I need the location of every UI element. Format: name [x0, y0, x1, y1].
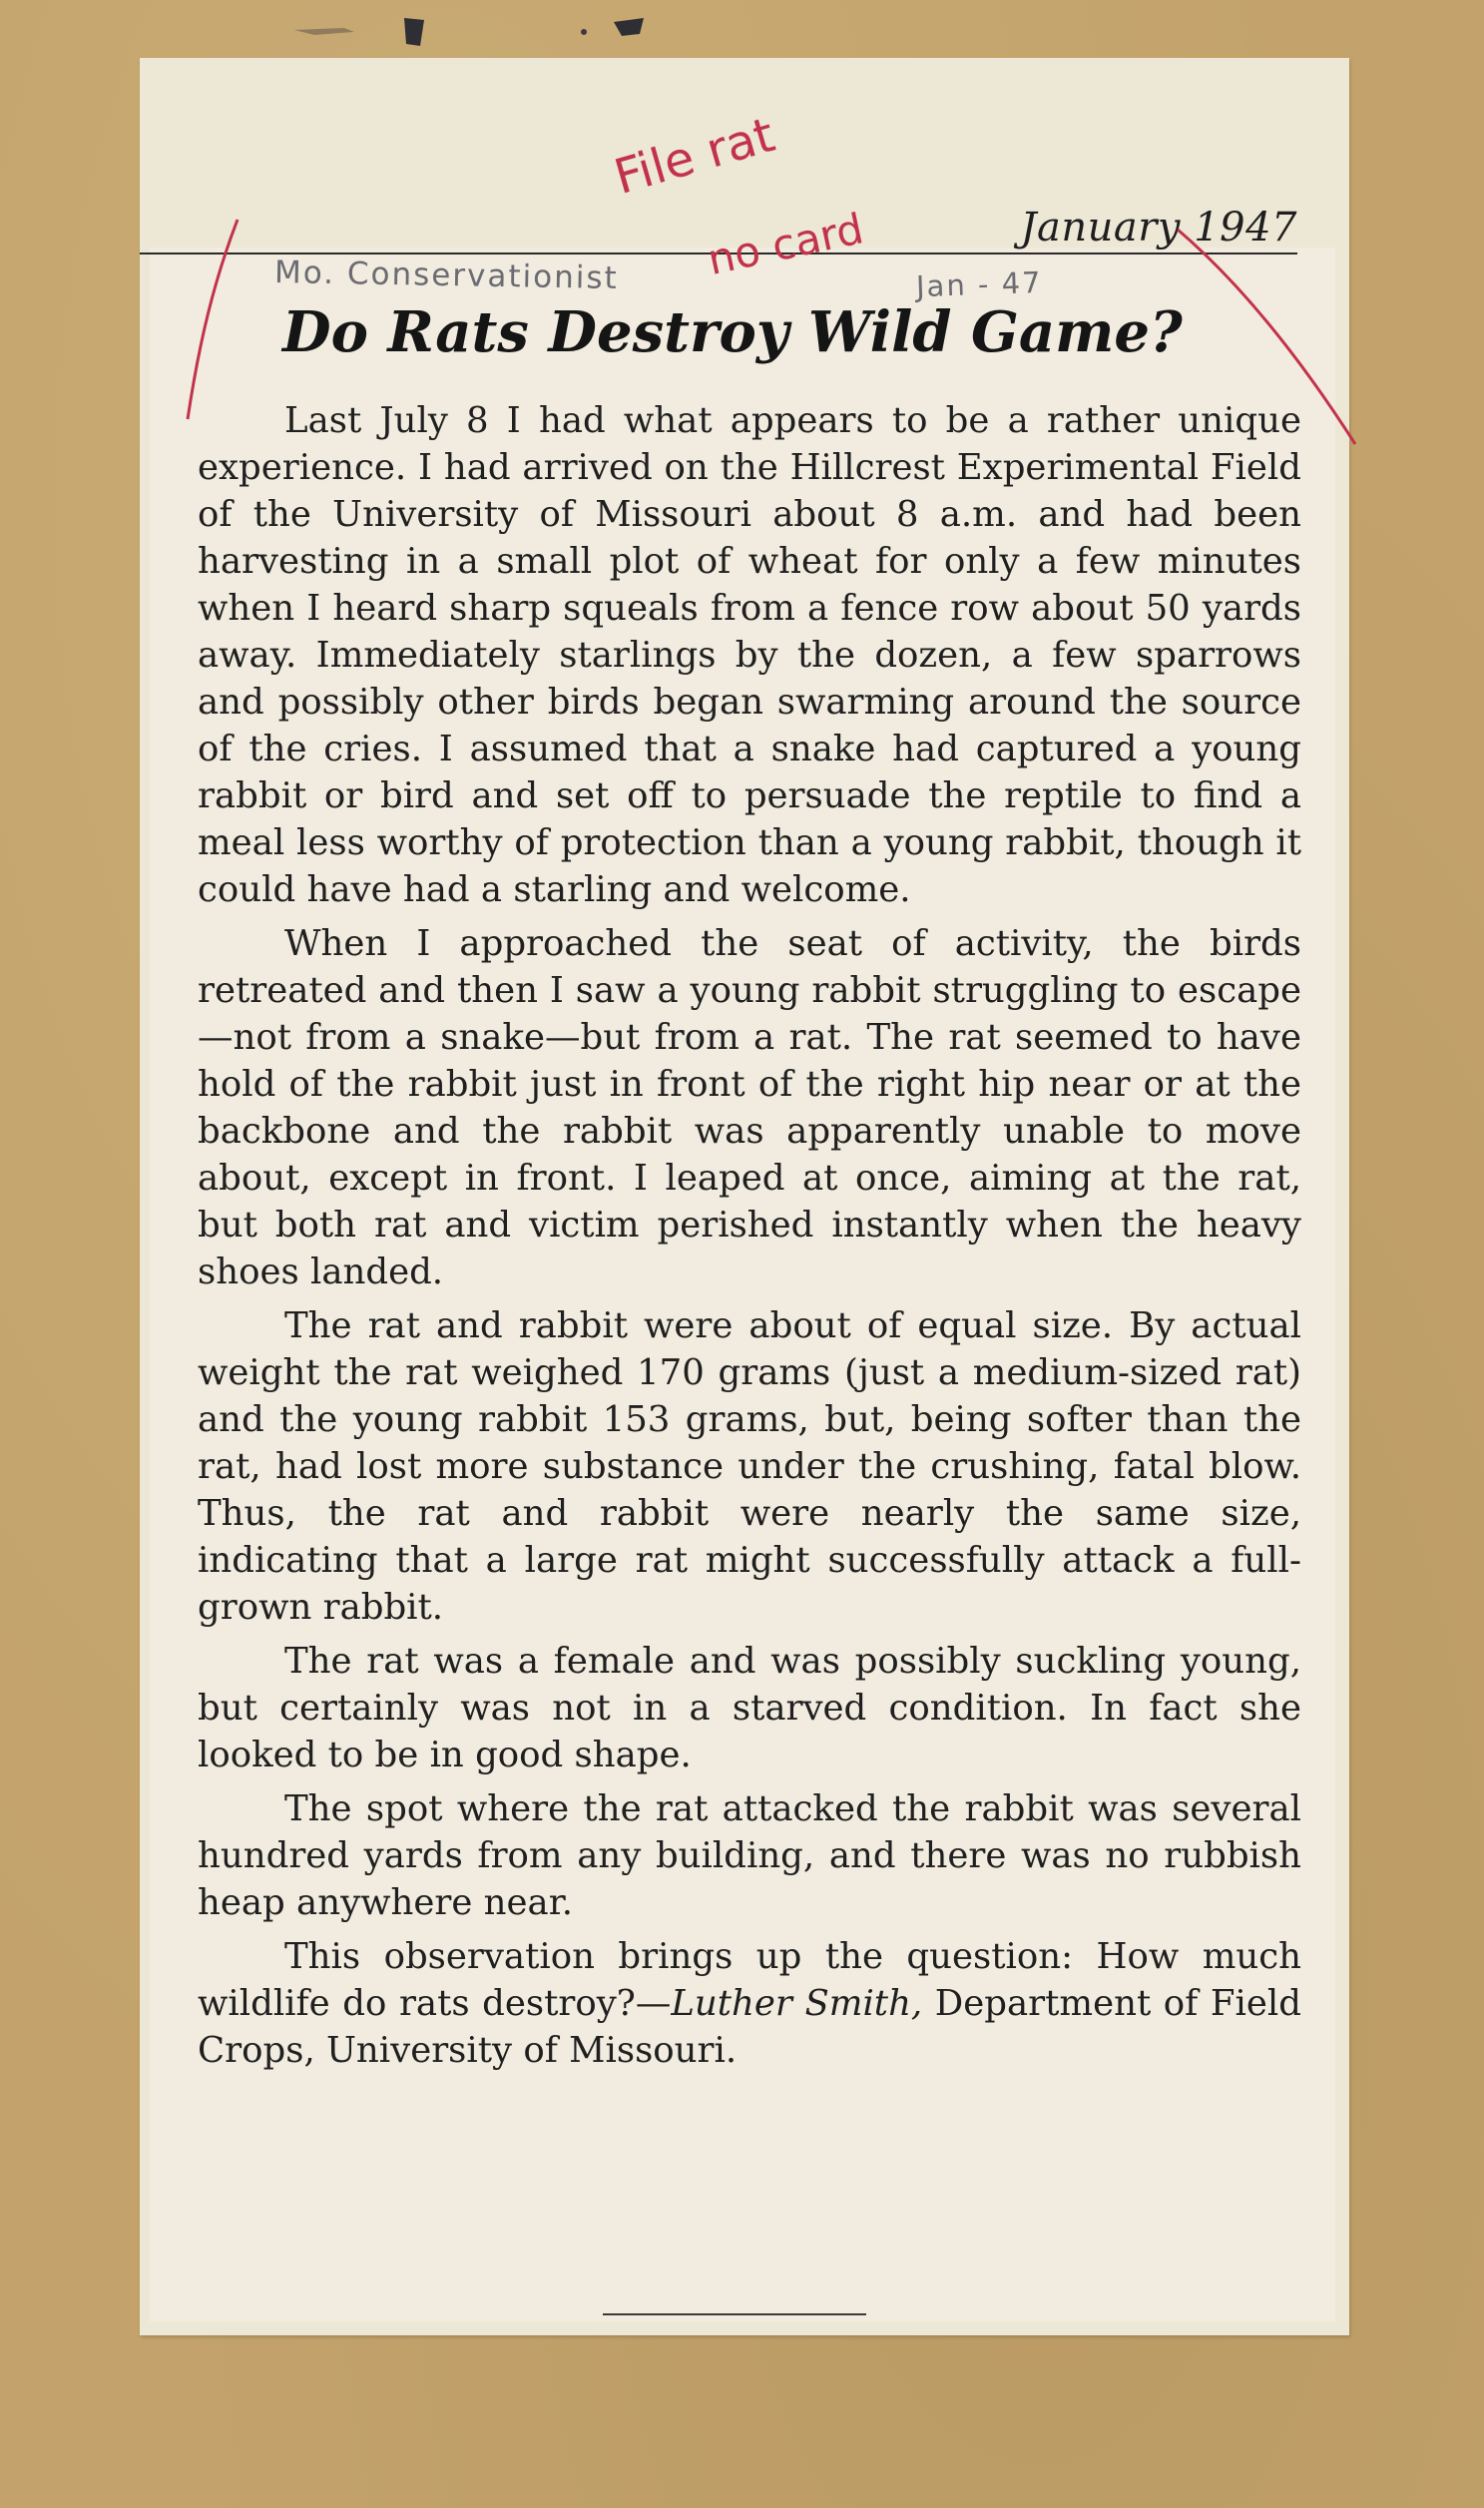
pencil-source-note: Mo. Conservationist — [273, 253, 620, 297]
paragraph-3: The rat and rabbit were about of equal size. By actual weight the rat weighed 170 grams (just a medium-sized rat) and the young rabbit 153 grams, but, being softer than the rat, had lost more substance under the crushing, fatal blow. Thus, the rat and rabbit were nearly the same size, indicating that a large rat might successfully attack a full-grown rabbit. — [198, 1305, 1301, 1628]
pencil-date-note: Jan - 47 — [915, 264, 1044, 304]
red-file-note: File rat — [608, 107, 781, 206]
closing-paragraph — [198, 1933, 1301, 2074]
paragraph-5: The spot where the rat attacked the rabbit was several hundred yards from any building, and there was no rubbish heap anywhere near. — [198, 1788, 1301, 1923]
article-body — [198, 397, 1301, 2081]
article-title: Do Rats Destroy Wild Game? — [282, 299, 1183, 365]
closing-text: This observation brings up the question: How much wildlife do rats destroy?— — [198, 1936, 1301, 2024]
author-affiliation: Department of Field Crops, University of Missouri. — [198, 1983, 1301, 2071]
paragraph-1: Last July 8 I had what appears to be a rather unique experience. I had arrived on the Hillcrest Experimental Field of the University of Missouri about 8 a.m. and had been harvesting in a small plot of wheat for only a few minutes when I heard sharp squeals from a fence row about 50 yards away. Immediately starlings by the dozen, a few sparrows and possibly other birds began swarming around the source of the cries. I assumed that a snake had captured a young rabbit or bird and set off to persuade the reptile to find a meal less worthy of protection than a young rabbit, though it could have had a starling and welcome. — [198, 400, 1301, 910]
paragraph-4: The rat was a female and was possibly suckling young, but certainly was not in a starved condition. In fact she looked to be in good shape. — [198, 1641, 1301, 1775]
author-name: Luther Smith, — [671, 1983, 923, 2024]
board-stain-mark — [284, 8, 664, 48]
red-card-note: no card — [703, 204, 868, 284]
paragraph-2: When I approached the seat of activity, the birds retreated and then I saw a young rabbit struggling to escape—not from a snake—but from a rat. The rat seemed to have hold of the rabbit just in front of the right hip near or at the backbone and the rabbit was apparently unable to move about, except in front. I leaped at once, aiming at the rat, but both rat and victim perished instantly when the heavy shoes landed. — [198, 923, 1301, 1292]
end-rule — [603, 2313, 866, 2315]
issue-date: January 1947 — [1020, 205, 1297, 251]
